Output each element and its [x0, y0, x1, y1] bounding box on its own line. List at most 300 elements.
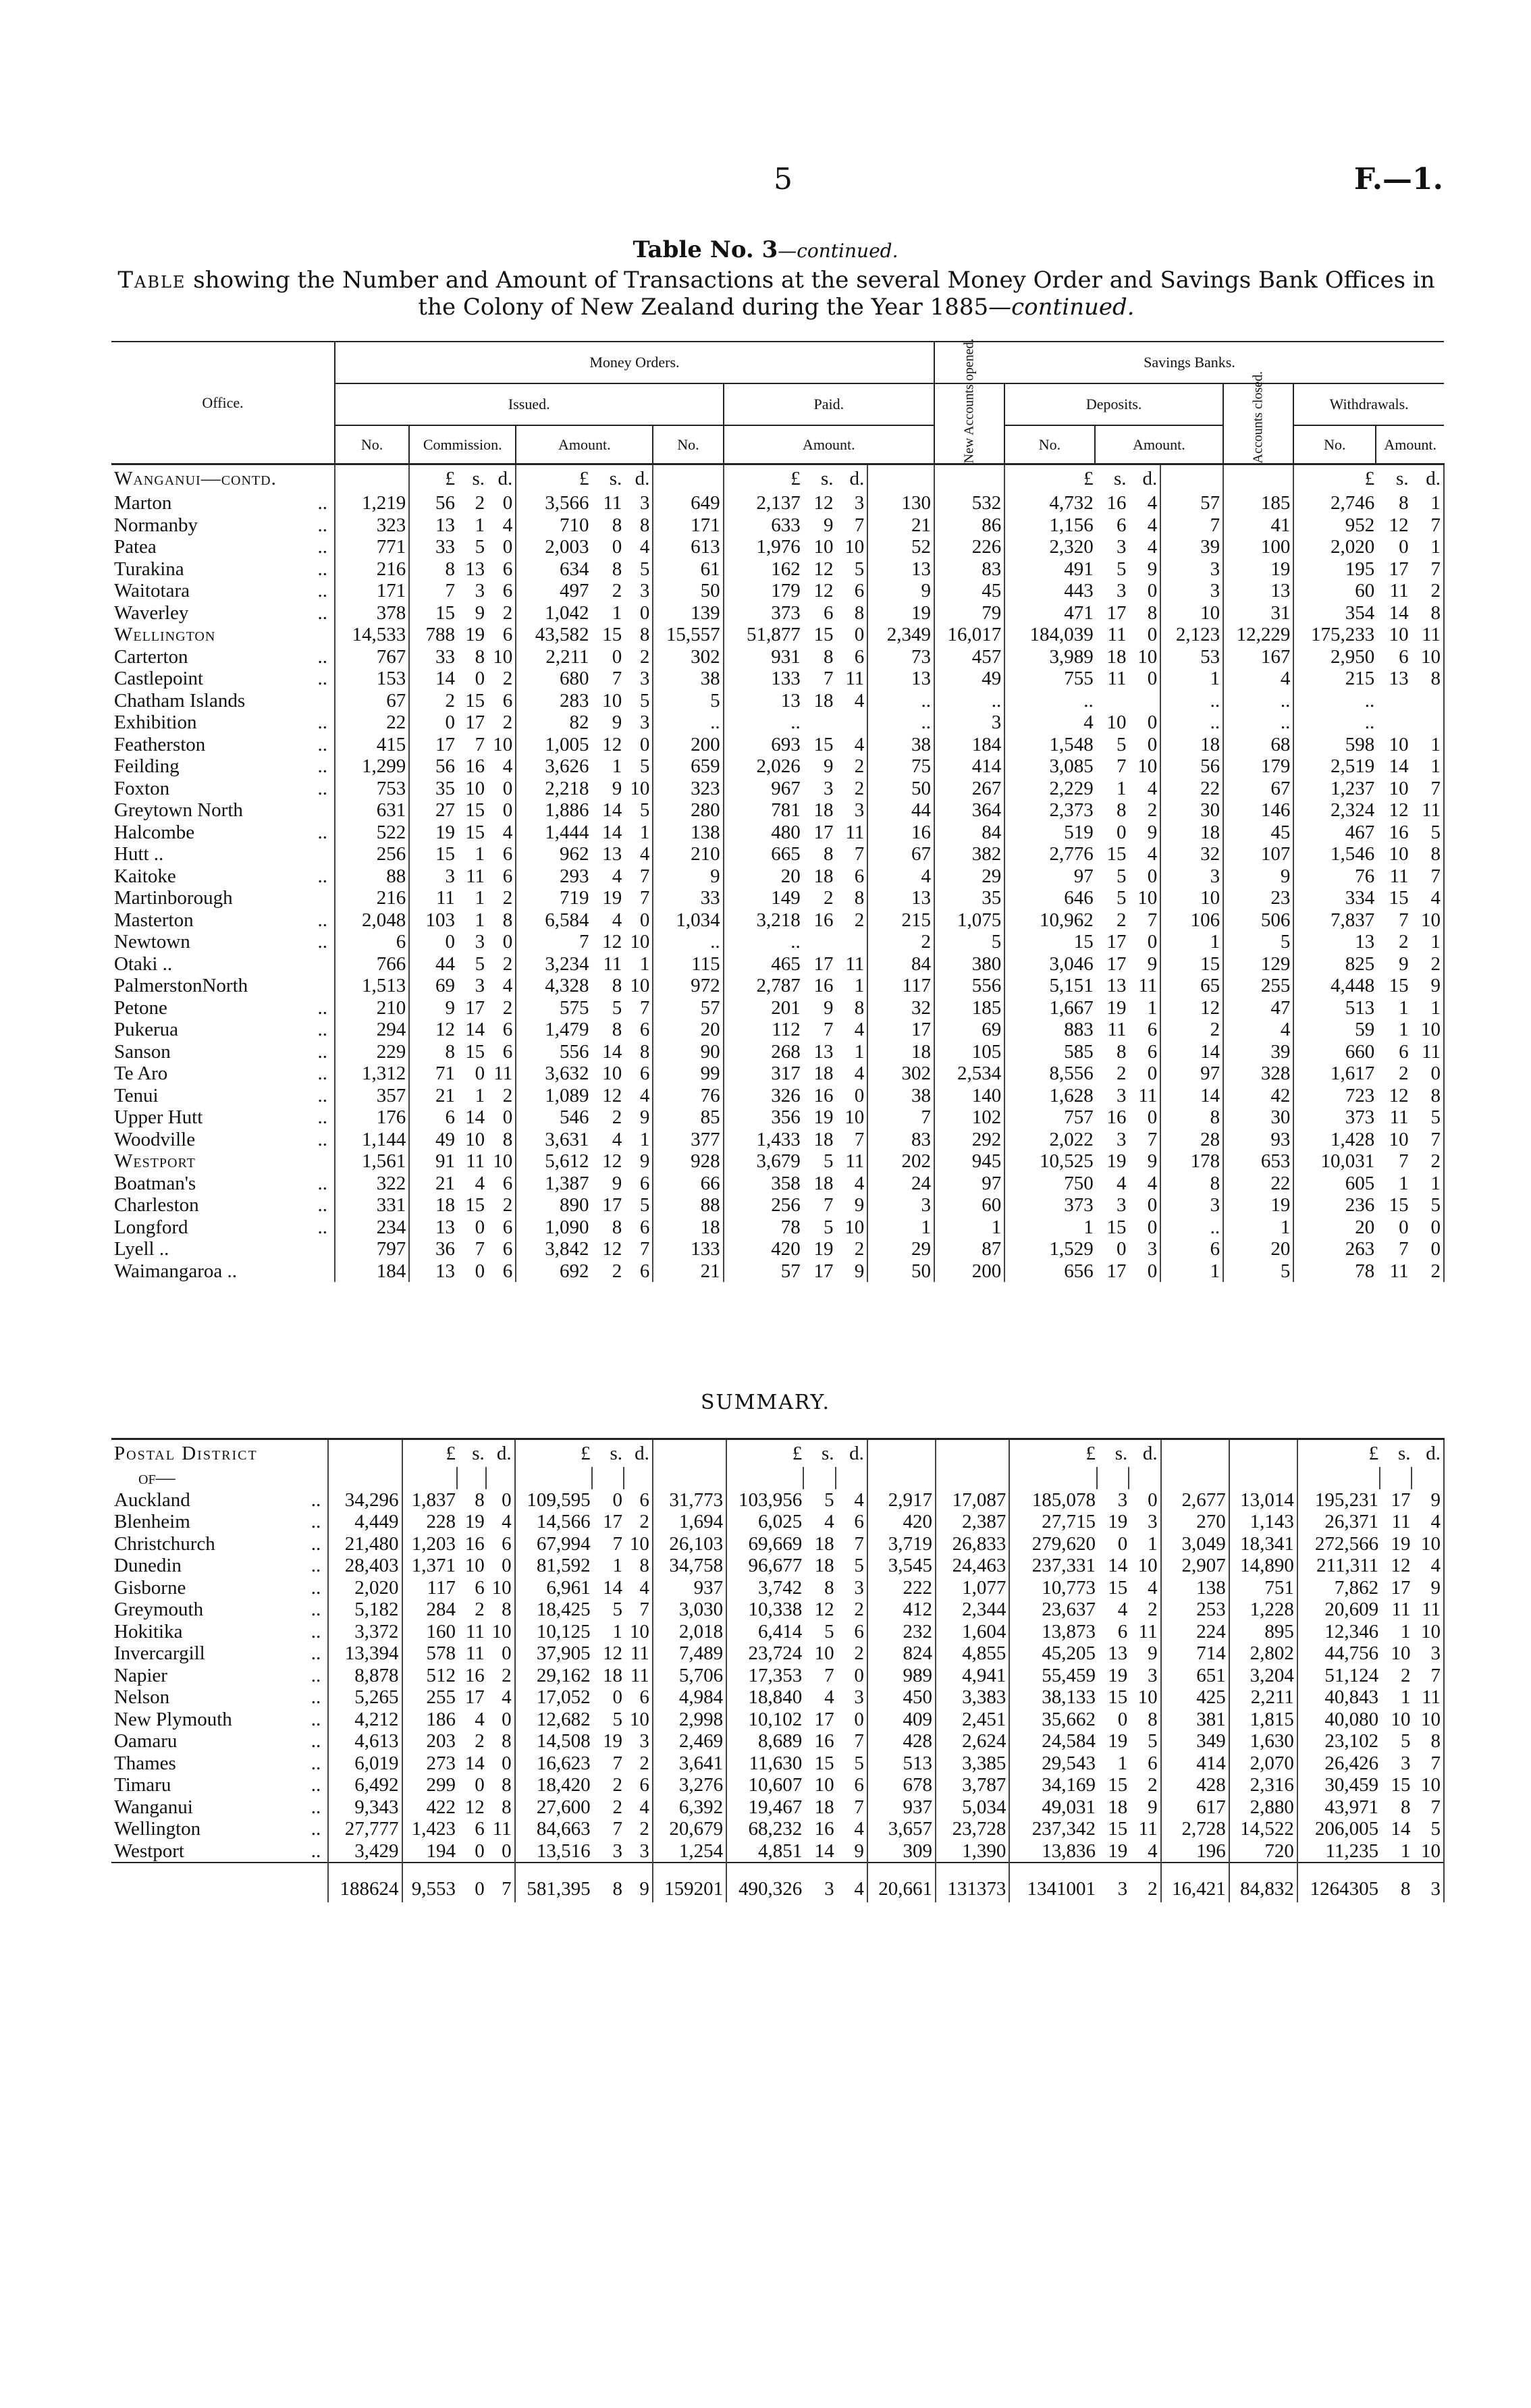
office-name-text: Exhibition [114, 712, 197, 733]
office-name-text: Waitotara [114, 580, 190, 601]
withdrawals-number: 1,630 [1229, 1730, 1297, 1753]
issued-amount-pence: 7 [623, 1238, 653, 1260]
issued-amount-pence: 2 [624, 1511, 653, 1533]
deposits-amount-shillings: 10 [1106, 712, 1127, 733]
accounts-closed: 651 [1161, 1665, 1229, 1687]
table-row [111, 690, 1444, 712]
accounts-closed: 22 [1160, 778, 1223, 800]
office-name [111, 1041, 335, 1063]
issued-amount-pounds: 719 [516, 887, 590, 909]
issued-number: 322 [335, 1173, 409, 1195]
withdrawals-number: 14,522 [1229, 1818, 1297, 1840]
summary-table-body [111, 1439, 1444, 1903]
paid-amount-pence: 7 [835, 514, 868, 537]
deposits-number: 532 [934, 492, 1004, 514]
accounts-closed: 138 [1161, 1577, 1229, 1599]
deposits-amount-shillings: 7 [1116, 755, 1127, 777]
paid-amount-pence: 7 [835, 1129, 868, 1151]
issued-amount-pounds: 18,420 [515, 1774, 592, 1796]
issued-amount-shillings: 12 [602, 1238, 622, 1260]
deposits-amount-shillings: 3 [1116, 1194, 1127, 1216]
issued-amount-pounds: 27,600 [515, 1796, 592, 1819]
deposits-amount-pounds: 35,662 [1009, 1709, 1097, 1731]
paid-amount-pounds: 162 [724, 558, 802, 581]
commission-pence: 0 [486, 1106, 516, 1129]
issued-number: 210 [335, 997, 409, 1019]
new-accounts: 2 [867, 931, 934, 953]
withdrawals-amount-pounds: 40,843 [1297, 1686, 1380, 1709]
withdrawals-number: 14,890 [1229, 1555, 1297, 1577]
withdrawals-number: 2,802 [1229, 1642, 1297, 1665]
accounts-closed: 57 [1160, 492, 1223, 514]
deposits-amount-pounds: 10,525 [1004, 1150, 1095, 1173]
units-row [111, 1439, 1444, 1468]
accounts-closed: 2 [1160, 1019, 1223, 1041]
deposits-amount-pounds: 471 [1004, 602, 1095, 624]
withdrawals-amount-pounds: 1264305 [1297, 1863, 1380, 1902]
commission-pounds: 36 [409, 1238, 456, 1260]
paid-amount-shillings: 14 [814, 1840, 834, 1862]
deposits-amount-pounds: 45,205 [1009, 1642, 1097, 1665]
commission-pounds: 14 [409, 668, 456, 690]
paid-amount-pence: 10 [835, 1106, 868, 1129]
paid-amount-pounds: 480 [724, 822, 802, 844]
leader-dots: .. [311, 1620, 321, 1642]
issued-number: 28,403 [328, 1555, 402, 1577]
paid-amount-pounds: 665 [724, 843, 802, 865]
issued-number: 22 [335, 712, 409, 734]
accounts-closed: 617 [1161, 1796, 1229, 1819]
issued-number: 2,020 [328, 1577, 402, 1599]
issued-amount-pence: 7 [623, 997, 653, 1019]
commission-shillings: 14 [465, 1106, 485, 1128]
paid-amount-shillings: 12 [813, 580, 834, 601]
issued-amount-pounds: 1,089 [516, 1085, 590, 1107]
commission-shillings: 11 [465, 1642, 485, 1664]
issued-amount-shillings: 0 [612, 645, 622, 668]
empty-cell [936, 1467, 1009, 1489]
accounts-closed: 253 [1161, 1599, 1229, 1621]
withdrawals-number: 506 [1223, 909, 1293, 932]
issued-amount-pence: 11 [624, 1665, 653, 1687]
paid-amount-pounds: 10,607 [726, 1774, 803, 1796]
withdrawals-number: 41 [1223, 514, 1293, 537]
new-accounts: 44 [867, 799, 934, 822]
withdrawals-amount-pounds: 605 [1293, 1173, 1376, 1195]
issued-amount-pounds: 293 [516, 865, 590, 888]
deposits-number: 382 [934, 843, 1004, 865]
empty-cell [1297, 1467, 1380, 1489]
paid-amount-pounds: 96,677 [726, 1555, 803, 1577]
office-name-text: Greymouth [114, 1599, 204, 1620]
issued-amount-pence: 6 [623, 1173, 653, 1195]
paid-number: 34,758 [653, 1555, 726, 1577]
deposits-amount-pounds: 23,637 [1009, 1599, 1097, 1621]
table-row [111, 1238, 1444, 1260]
withdrawals-amount-shillings: 6 [1399, 1040, 1409, 1063]
withdrawals-amount-shillings: 10 [1389, 624, 1409, 645]
withdrawals-amount-shillings: 1 [1399, 1172, 1409, 1194]
deposits-amount-shillings: 8 [1116, 799, 1127, 821]
accounts-closed: 349 [1161, 1730, 1229, 1753]
office-name [111, 1840, 328, 1863]
paid-amount-pence: 2 [835, 909, 868, 932]
withdrawals-amount-pounds: 598 [1293, 734, 1376, 756]
commission-shillings: 2 [475, 1599, 485, 1620]
unit-pound: £ [724, 464, 802, 493]
table-title [0, 236, 1531, 263]
commission-pounds: 203 [402, 1730, 457, 1753]
leader-dots: .. [317, 755, 327, 777]
deposits-amount-pence: 4 [1129, 1577, 1160, 1599]
unit-pence: d. [486, 1439, 515, 1468]
issued-amount-pence: 1 [623, 953, 653, 975]
commission-pence: 0 [486, 1489, 515, 1511]
office-name [111, 646, 335, 668]
issued-amount-shillings: 9 [612, 712, 622, 733]
deposits-number: 945 [934, 1150, 1004, 1173]
leader-dots: .. [317, 865, 327, 887]
issued-amount-shillings: 17 [602, 1194, 622, 1216]
paid-amount-pounds: 10,102 [726, 1709, 803, 1731]
issued-number: 171 [335, 580, 409, 602]
withdrawals-amount-pounds: 513 [1293, 997, 1376, 1019]
withdrawals-amount-pounds: 11,235 [1297, 1840, 1380, 1863]
office-name-text: Thames [114, 1752, 176, 1774]
issued-amount-shillings: 8 [612, 558, 622, 580]
new-accounts: 75 [867, 755, 934, 778]
deposits-amount-pence: 6 [1127, 1019, 1160, 1041]
leader-dots: .. [317, 712, 327, 733]
withdrawals-number: 129 [1223, 953, 1293, 975]
office-name-text: Feilding [114, 755, 180, 777]
commission-pounds: 17 [409, 734, 456, 756]
office-name-text: Kaitoke [114, 865, 176, 887]
leader-dots: .. [317, 1172, 327, 1194]
issued-number: 188624 [328, 1863, 402, 1902]
paid-amount-shillings: 9 [824, 514, 834, 536]
office-name [111, 1063, 335, 1085]
paid-amount-shillings: 16 [814, 1818, 834, 1840]
issued-amount-pence: 10 [624, 1621, 653, 1643]
deposits-amount-pounds: 8,556 [1004, 1063, 1095, 1085]
header-withdrawals: Withdrawals. [1293, 383, 1444, 425]
summary-district-label: Postal District [114, 1442, 258, 1464]
paid-amount-pence: 10 [835, 536, 868, 558]
empty-cell [1380, 1467, 1412, 1489]
issued-number: 14,533 [335, 624, 409, 646]
issued-amount-pence: 2 [624, 1753, 653, 1775]
deposits-number: 267 [934, 778, 1004, 800]
paid-amount-pence: 6 [835, 865, 868, 888]
deposits-amount-pounds: 750 [1004, 1173, 1095, 1195]
office-name [111, 953, 335, 975]
deposits-amount-pounds: 2,320 [1004, 536, 1095, 558]
withdrawals-amount-pounds: 2,324 [1293, 799, 1376, 822]
unit-pound: £ [1004, 464, 1095, 493]
paid-number: 15,557 [653, 624, 723, 646]
leader-dots: .. [311, 1599, 321, 1620]
withdrawals-number: 30 [1223, 1106, 1293, 1129]
paid-amount-shillings: 10 [813, 536, 834, 558]
office-name [111, 1730, 328, 1753]
new-accounts: 13 [867, 887, 934, 909]
paid-amount-shillings: 15 [813, 733, 834, 755]
office-name [111, 822, 335, 844]
commission-pounds: 21 [409, 1085, 456, 1107]
issued-amount-pence: 9 [624, 1863, 653, 1902]
issued-number: 216 [335, 558, 409, 581]
paid-number: 323 [653, 778, 723, 800]
commission-shillings: 11 [466, 1150, 485, 1172]
withdrawals-amount-pence: 10 [1412, 1533, 1444, 1555]
commission-shillings: 3 [475, 975, 485, 996]
withdrawals-amount-pence: 10 [1412, 1621, 1444, 1643]
accounts-closed: 7 [1160, 514, 1223, 537]
issued-number: 4,613 [328, 1730, 402, 1753]
office-name-text: Petone [114, 996, 167, 1019]
leader-dots: .. [311, 1840, 321, 1862]
issued-amount-shillings: 12 [602, 1084, 622, 1106]
commission-pence: 0 [486, 1753, 515, 1775]
office-name [111, 975, 335, 997]
accounts-closed: 14 [1160, 1041, 1223, 1063]
withdrawals-amount-shillings: 10 [1389, 1128, 1409, 1150]
deposits-amount-shillings [1095, 690, 1128, 712]
deposits-number: 16,017 [934, 624, 1004, 646]
commission-pence: 10 [486, 646, 516, 668]
commission-pence: 2 [486, 602, 516, 624]
deposits-amount-pence: 0 [1127, 712, 1160, 734]
empty-cell [1129, 1467, 1160, 1489]
new-accounts: 19 [867, 602, 934, 624]
table-row [111, 712, 1444, 734]
paid-amount-pence: 11 [835, 1150, 868, 1173]
paid-amount-shillings: 19 [813, 1238, 834, 1260]
accounts-closed: .. [1160, 690, 1223, 712]
office-name [111, 1238, 335, 1260]
paid-number: 90 [653, 1041, 723, 1063]
accounts-closed: 3 [1160, 558, 1223, 581]
new-accounts: 29 [867, 1238, 934, 1260]
paid-number: 4,984 [653, 1686, 726, 1709]
paid-amount-pounds: 3,679 [724, 1150, 802, 1173]
commission-shillings: 3 [475, 931, 485, 953]
deposits-amount-pounds: 2,229 [1004, 778, 1095, 800]
issued-amount-pence: 1 [623, 1129, 653, 1151]
issued-number: 216 [335, 887, 409, 909]
paid-amount-shillings: 8 [824, 645, 834, 668]
paid-amount-shillings: 16 [813, 1084, 834, 1106]
paid-number: 21 [653, 1260, 723, 1283]
unit-pound: £ [1297, 1439, 1380, 1468]
deposits-number: 45 [934, 580, 1004, 602]
unit-pence: d. [486, 464, 516, 493]
accounts-closed: 270 [1161, 1511, 1229, 1533]
office-name [111, 1129, 335, 1151]
caption-body: showing the Number and Amount of Transactions at the several Money Order and Savings Bank Offices in the Colony of New Zealand during the Year 1885 [186, 267, 1435, 321]
table-row [111, 624, 1444, 646]
issued-amount-shillings: 12 [602, 1150, 622, 1172]
leader-dots: .. [317, 514, 327, 536]
deposits-amount-shillings: 3 [1116, 580, 1127, 601]
issued-amount-pence: 9 [623, 1150, 653, 1173]
withdrawals-amount-pence: 10 [1412, 1774, 1444, 1796]
commission-pence: 10 [486, 1150, 516, 1173]
office-name [111, 1577, 328, 1599]
table-row [111, 799, 1444, 822]
issued-number: 797 [335, 1238, 409, 1260]
deposits-amount-pence: 1 [1129, 1533, 1160, 1555]
office-name-text: Woodville [114, 1128, 196, 1150]
withdrawals-amount-shillings: 9 [1399, 953, 1409, 975]
paid-number: 20 [653, 1019, 723, 1041]
paid-amount-pence: 0 [835, 1085, 868, 1107]
paid-amount-pence: 0 [835, 624, 868, 646]
accounts-closed: 14 [1160, 1085, 1223, 1107]
issued-amount-pence: 6 [623, 1260, 653, 1283]
deposits-amount-pounds: 443 [1004, 580, 1095, 602]
issued-amount-shillings: 5 [612, 1599, 622, 1620]
paid-number: 302 [653, 646, 723, 668]
withdrawals-amount-pence: 8 [1410, 1085, 1444, 1107]
paid-amount-pence: 4 [836, 1489, 867, 1511]
table-row [111, 887, 1444, 909]
withdrawals-amount-pence: 0 [1410, 1216, 1444, 1239]
commission-shillings: 15 [465, 1040, 485, 1063]
summary-label-row [111, 1467, 1444, 1489]
deposits-number: 140 [934, 1085, 1004, 1107]
paid-amount-pence: 6 [836, 1774, 867, 1796]
table-row [111, 1216, 1444, 1239]
accounts-closed: 53 [1160, 646, 1223, 668]
summary-title: SUMMARY. [700, 1391, 831, 1414]
paid-number: 66 [653, 1173, 723, 1195]
unit-pound: £ [1009, 1439, 1097, 1468]
commission-pounds: 1,837 [402, 1489, 457, 1511]
header-deposits: Deposits. [1004, 383, 1223, 425]
table-row [111, 646, 1444, 668]
commission-shillings: 2 [475, 1730, 485, 1752]
issued-amount-shillings: 5 [612, 996, 622, 1019]
withdrawals-amount-pounds: 20,609 [1297, 1599, 1380, 1621]
deposits-amount-pounds: 24,584 [1009, 1730, 1097, 1753]
leader-dots: .. [311, 1774, 321, 1796]
paid-amount-pounds: 420 [724, 1238, 802, 1260]
commission-shillings: 0 [457, 1863, 486, 1902]
issued-amount-pence: 4 [624, 1577, 653, 1599]
issued-amount-pence: 6 [624, 1489, 653, 1511]
withdrawals-amount-shillings: 1 [1400, 1840, 1411, 1862]
table-row [111, 668, 1444, 690]
table-row [111, 1555, 1444, 1577]
withdrawals-amount-pence: 2 [1410, 1150, 1444, 1173]
deposits-amount-pounds: 491 [1004, 558, 1095, 581]
paid-amount-shillings: 13 [813, 1040, 834, 1063]
commission-shillings: 14 [464, 1752, 485, 1774]
deposits-amount-pence: 11 [1129, 1621, 1160, 1643]
commission-pence: 8 [486, 1774, 515, 1796]
withdrawals-amount-pence: 7 [1412, 1753, 1444, 1775]
table-caption [101, 267, 1451, 321]
paid-amount-pounds: 6,025 [726, 1511, 803, 1533]
commission-pence: 7 [486, 1863, 515, 1902]
withdrawals-amount-pounds: 26,426 [1297, 1753, 1380, 1775]
new-accounts: 215 [867, 909, 934, 932]
issued-number: 6,019 [328, 1753, 402, 1775]
withdrawals-number: 1,228 [1229, 1599, 1297, 1621]
issued-amount-pounds: 84,663 [515, 1818, 592, 1840]
paid-amount-pounds: 149 [724, 887, 802, 909]
commission-shillings: 11 [465, 1620, 485, 1642]
withdrawals-amount-pence: 4 [1412, 1511, 1444, 1533]
deposits-amount-pence: 0 [1127, 1063, 1160, 1085]
table-row [111, 1642, 1444, 1665]
office-name [111, 1774, 328, 1796]
commission-pence: 6 [486, 1019, 516, 1041]
commission-pence: 10 [486, 1621, 515, 1643]
withdrawals-amount-shillings: 7 [1399, 1238, 1409, 1260]
office-name [111, 558, 335, 581]
commission-pence: 0 [486, 1709, 515, 1731]
withdrawals-amount-pence: 2 [1410, 1260, 1444, 1283]
commission-shillings: 14 [465, 1019, 485, 1040]
deposits-number: 1,077 [936, 1577, 1009, 1599]
paid-number: 377 [653, 1129, 723, 1151]
leader-dots: .. [317, 996, 327, 1019]
paid-amount-shillings: 4 [824, 1511, 834, 1532]
deposits-number: 556 [934, 975, 1004, 997]
new-accounts: 20,661 [867, 1863, 936, 1902]
paid-amount-pence: 11 [835, 953, 868, 975]
accounts-closed: 2,123 [1160, 624, 1223, 646]
paid-amount-pounds: 57 [724, 1260, 802, 1283]
withdrawals-number: 4 [1223, 1019, 1293, 1041]
office-name [111, 1665, 328, 1687]
issued-amount-pounds: 2,218 [516, 778, 590, 800]
withdrawals-number: 5 [1223, 931, 1293, 953]
commission-pence: 2 [486, 887, 516, 909]
issued-number: 1,561 [335, 1150, 409, 1173]
issued-amount-pounds: 1,444 [516, 822, 590, 844]
accounts-closed: .. [1160, 712, 1223, 734]
withdrawals-amount-shillings: 14 [1389, 755, 1409, 777]
accounts-closed: 428 [1161, 1774, 1229, 1796]
deposits-amount-shillings: 8 [1116, 1040, 1127, 1063]
deposits-number: 5 [934, 931, 1004, 953]
withdrawals-number: 179 [1223, 755, 1293, 778]
withdrawals-number: 12,229 [1223, 624, 1293, 646]
withdrawals-amount-pence: 1 [1410, 734, 1444, 756]
office-name [111, 602, 335, 624]
deposits-amount-shillings: 15 [1108, 1774, 1128, 1796]
issued-number: 6 [335, 931, 409, 953]
new-accounts: 412 [867, 1599, 936, 1621]
paid-amount-shillings: 4 [824, 1686, 834, 1708]
withdrawals-number: 13,014 [1229, 1489, 1297, 1511]
deposits-amount-pence: 2 [1129, 1599, 1160, 1621]
issued-amount-shillings: 11 [603, 492, 622, 514]
table-row [111, 822, 1444, 844]
paid-amount-shillings: 3 [824, 777, 834, 799]
new-accounts: 302 [867, 1063, 934, 1085]
office-name-text: Lyell .. [114, 1238, 169, 1260]
withdrawals-amount-pence: 1 [1410, 997, 1444, 1019]
paid-amount-shillings: 5 [824, 1620, 834, 1642]
deposits-amount-pence: 1 [1127, 997, 1160, 1019]
withdrawals-amount-pounds: 467 [1293, 822, 1376, 844]
paid-number: .. [653, 712, 723, 734]
